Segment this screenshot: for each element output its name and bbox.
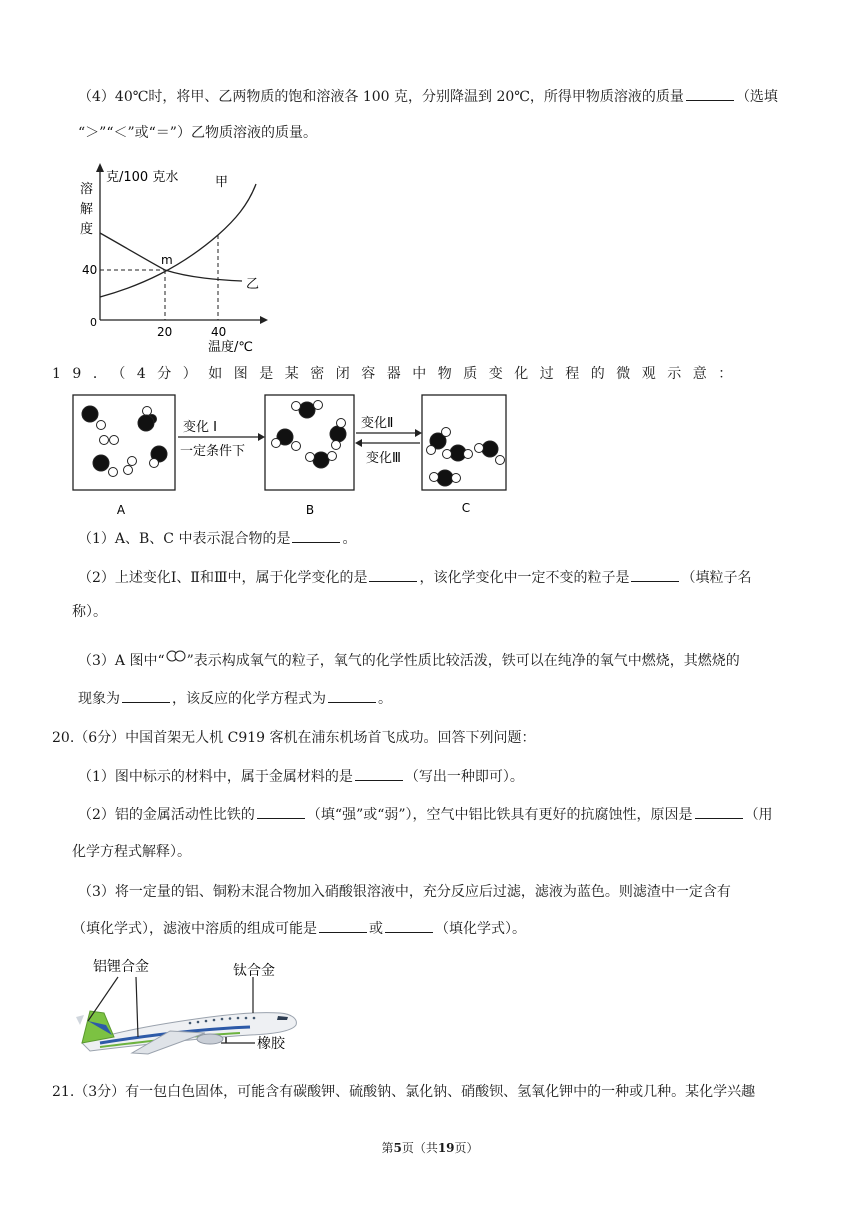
q19-part2: （2）上述变化Ⅰ、Ⅱ和Ⅲ中，属于化学变化的是 ，该化学变化中一定不变的粒子是 （填粒子名 bbox=[78, 567, 751, 588]
y-tick-40: 40 bbox=[82, 263, 98, 277]
x-axis-label: 温度/℃ bbox=[208, 340, 253, 352]
q20-header: 20.（6分）中国首架无人机 C919 客机在浦东机场首飞成功。回答下列问题： bbox=[52, 730, 536, 746]
answer-blank[interactable] bbox=[631, 567, 679, 582]
x-tick-20: 20 bbox=[157, 325, 173, 339]
total-pages: 19 bbox=[437, 1141, 455, 1155]
answer-blank[interactable] bbox=[292, 528, 340, 543]
answer-blank[interactable] bbox=[328, 688, 376, 703]
svg-text:度: 度 bbox=[80, 222, 94, 237]
page-footer: 第5页（共19页） bbox=[381, 1141, 479, 1155]
origin-label: 0 bbox=[90, 316, 97, 329]
label-ti-alloy: 钛合金 bbox=[233, 963, 275, 979]
point-m-label: m bbox=[161, 253, 173, 267]
q18-part4-line2: “＞”“＜”或“＝”）乙物质溶液的质量。 bbox=[78, 125, 317, 141]
answer-blank[interactable] bbox=[686, 86, 734, 101]
change1-top: 变化 I bbox=[183, 420, 217, 435]
answer-blank[interactable] bbox=[122, 688, 170, 703]
answer-blank[interactable] bbox=[695, 804, 743, 819]
answer-blank[interactable] bbox=[319, 918, 367, 933]
label-a: A bbox=[116, 503, 126, 517]
answer-blank[interactable] bbox=[355, 766, 403, 781]
q19-part3-cont: 现象为 ，该反应的化学方程式为 。 bbox=[78, 688, 392, 709]
airplane-figure bbox=[70, 955, 330, 1060]
q19-part2-cont: 称）。 bbox=[72, 604, 107, 620]
q20-part3: （3）将一定量的铝、铜粉末混合物加入硝酸银溶液中，充分反应后过滤，滤液为蓝色。则滤渣中一定含有 bbox=[78, 884, 731, 900]
svg-text:溶: 溶 bbox=[80, 182, 94, 197]
answer-blank[interactable] bbox=[385, 918, 433, 933]
change2-top: 变化Ⅱ bbox=[361, 416, 394, 431]
curve-yi-label: 乙 bbox=[246, 277, 260, 292]
change1-bottom: 一定条件下 bbox=[180, 444, 246, 459]
q20-part1: （1）图中标示的材料中，属于金属材料的是 （写出一种即可）。 bbox=[78, 766, 524, 787]
y-unit-label: 克/100 克水 bbox=[106, 170, 179, 185]
svg-text:解: 解 bbox=[80, 202, 94, 217]
x-tick-40: 40 bbox=[211, 325, 227, 339]
label-rubber: 橡胶 bbox=[257, 1036, 285, 1052]
q20-part2: （2）铝的金属活动性比铁的 （填“强”或“弱”），空气中铝比铁具有更好的抗腐蚀性，原因是 （用 bbox=[78, 804, 773, 825]
label-al-li-alloy: 铝锂合金 bbox=[93, 959, 149, 975]
q19-header: 19．（4分）如图是某密闭容器中物质变化过程的微观示意： bbox=[52, 366, 744, 382]
solubility-graph bbox=[70, 160, 270, 352]
molecule-diagram bbox=[70, 392, 510, 518]
q20-part3-cont: （填化学式），滤液中溶质的组成可能是 或 （填化学式）。 bbox=[72, 918, 526, 939]
q21-header: 21.（3分）有一包白色固体，可能含有碳酸钾、硫酸钠、氯化钠、硝酸钡、氢氧化钾中的一种或几种。某化学兴趣 bbox=[52, 1084, 756, 1100]
label-b: B bbox=[305, 503, 315, 517]
current-page: 5 bbox=[393, 1141, 402, 1155]
oxygen-molecule-icon bbox=[165, 649, 187, 663]
curve-jia-label: 甲 bbox=[215, 175, 229, 190]
label-c: C bbox=[461, 501, 471, 515]
q19-part1: （1）A、B、C 中表示混合物的是 。 bbox=[78, 528, 356, 549]
q18-part4-line1: （4）40℃时，将甲、乙两物质的饱和溶液各 100 克，分别降温到 20℃，所得甲物质溶液的质量 （选填 bbox=[78, 86, 778, 107]
q20-part2-cont: 化学方程式解释）。 bbox=[72, 844, 191, 860]
change3-bottom: 变化Ⅲ bbox=[366, 451, 401, 466]
answer-blank[interactable] bbox=[369, 567, 417, 582]
answer-blank[interactable] bbox=[257, 804, 305, 819]
q19-part3: （3）A 图中“ ”表示构成氧气的粒子，氧气的化学性质比较活泼，铁可以在纯净的氧气中燃烧，其燃烧的 bbox=[78, 649, 740, 671]
